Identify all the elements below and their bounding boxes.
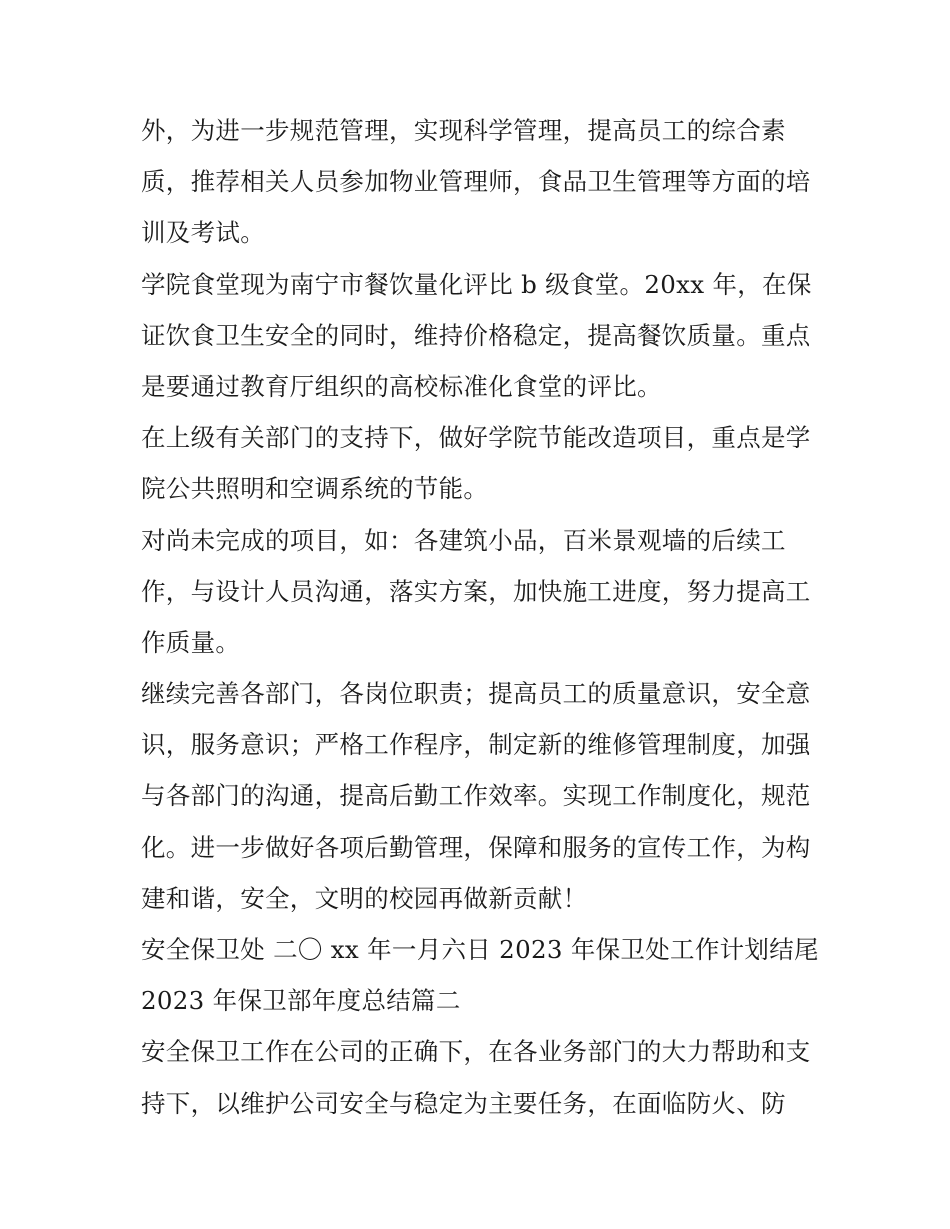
document-body [141, 105, 821, 1129]
text-line: 化。进一步做好各项后勤管理，保障和服务的宣传工作，为构 [141, 832, 811, 862]
text-line: 与各部门的沟通，提高后勤工作效率。实现工作制度化，规范 [141, 781, 811, 811]
text-line: 安全保卫处 二〇 xx 年一月六日 2023 年保卫处工作计划结尾 [141, 935, 819, 964]
text-line: 证饮食卫生安全的同时，维持价格稳定，提高餐饮质量。重点 [141, 320, 811, 350]
text-line: 作质量。 [141, 627, 241, 657]
text-line: 继续完善各部门，各岗位职责；提高员工的质量意识，安全意 [141, 679, 811, 709]
text-line: 持下，以维护公司安全与稳定为主要任务，在面临防火、防 [141, 1088, 786, 1118]
text-line: 院公共照明和空调系统的节能。 [141, 474, 489, 504]
text-line: 外，为进一步规范管理，实现科学管理，提高员工的综合素 [141, 116, 786, 145]
text-line: 学院食堂现为南宁市餐饮量化评比 b 级食堂。20xx 年，在保 [141, 269, 812, 299]
text-line: 对尚未完成的项目，如：各建筑小品，百米景观墙的后续工 [141, 525, 786, 555]
text-line: 2023 年保卫部年度总结篇二 [141, 986, 461, 1016]
text-line: 安全保卫工作在公司的正确下，在各业务部门的大力帮助和支 [141, 1037, 811, 1067]
text-line: 建和谐，安全，文明的校园再做新贡献！ [141, 883, 588, 913]
text-line: 质，推荐相关人员参加物业管理师，食品卫生管理等方面的培 [141, 167, 811, 197]
text-line: 识，服务意识；严格工作程序，制定新的维修管理制度，加强 [141, 730, 811, 760]
text-line: 作，与设计人员沟通，落实方案，加快施工进度，努力提高工 [141, 576, 811, 606]
text-line: 在上级有关部门的支持下，做好学院节能改造项目，重点是学 [141, 423, 811, 453]
text-line: 训及考试。 [141, 218, 265, 248]
text-line: 是要通过教育厅组织的高校标准化食堂的评比。 [141, 371, 662, 401]
